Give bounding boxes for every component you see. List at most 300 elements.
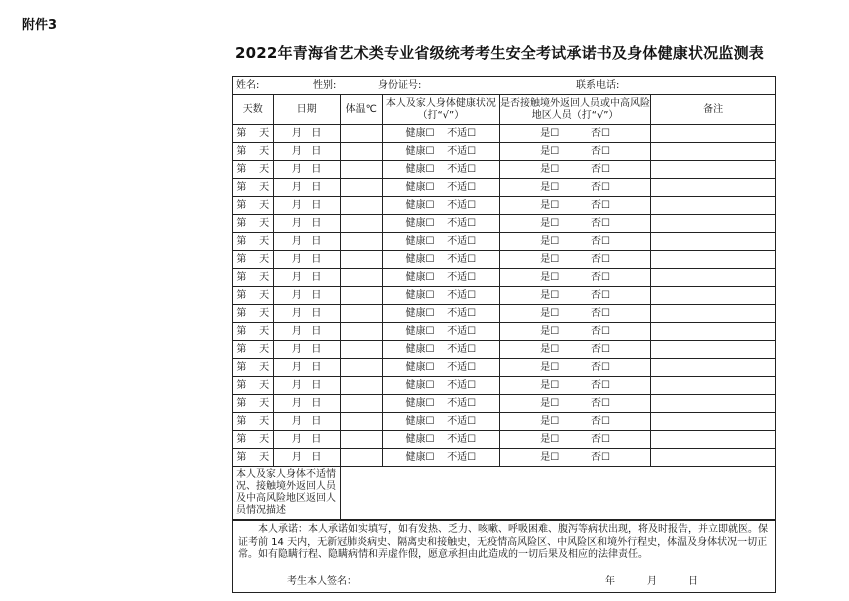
day-cell[interactable]: [233, 179, 273, 197]
month-label: 月: [291, 217, 302, 229]
day-label: 日: [311, 433, 322, 445]
day-suffix: 天: [259, 217, 270, 229]
date-cell[interactable]: [273, 395, 340, 413]
day-suffix: 天: [259, 307, 270, 319]
health-cell: [382, 449, 499, 467]
contact-no-checkbox[interactable]: 否☐: [590, 343, 610, 355]
table-row: [233, 305, 775, 323]
health-cell: [382, 341, 499, 359]
contact-yes-checkbox[interactable]: 是☐: [540, 199, 560, 211]
remark-cell[interactable]: [651, 215, 775, 233]
table-row: [233, 341, 775, 359]
health-cell: [382, 251, 499, 269]
unwell-checkbox[interactable]: 不适☐: [447, 253, 477, 265]
unwell-checkbox[interactable]: 不适☐: [447, 127, 477, 139]
health-cell: [382, 197, 499, 215]
unwell-checkbox[interactable]: 不适☐: [447, 181, 477, 193]
date-cell[interactable]: [273, 341, 340, 359]
healthy-checkbox[interactable]: 健康☐: [405, 379, 435, 391]
contact-cell: [499, 197, 650, 215]
unwell-checkbox[interactable]: 不适☐: [447, 361, 477, 373]
header-date: 日期: [273, 95, 340, 125]
contact-cell: [499, 233, 650, 251]
contact-cell: [499, 341, 650, 359]
day-cell[interactable]: [233, 251, 273, 269]
remark-cell[interactable]: [651, 197, 775, 215]
healthy-checkbox[interactable]: 健康☐: [405, 451, 435, 463]
id-field-label[interactable]: 身份证号:: [378, 80, 422, 91]
healthy-checkbox[interactable]: 健康☐: [405, 289, 435, 301]
month-label: 月: [291, 451, 302, 463]
healthy-checkbox[interactable]: 健康☐: [405, 235, 435, 247]
health-cell: [382, 413, 499, 431]
document-title: [0, 42, 849, 63]
date-cell[interactable]: [273, 287, 340, 305]
table-row: [233, 287, 775, 305]
header-contact-text: 是否接触境外返回人员或中高风险地区人员（打“√”）: [500, 97, 651, 121]
day-prefix: 第: [236, 289, 247, 301]
pledge-text: 本人承诺：本人承诺如实填写，如有发热、乏力、咳嗽、呼吸困难、腹泻等病状出现，将及时报告，并立即就医。保证考前 14 天内，无新冠肺炎病史、隔离史和接触史，无疫情高风险区、中风险区和境外行程史，体温及身体状况一切正常。如有隐瞒行程、隐瞒病情和弄虚作假，愿意承担由此造成的一切后果及相应的法律责任。: [238, 524, 768, 560]
remark-cell[interactable]: [651, 341, 775, 359]
table-row: [233, 449, 775, 467]
document-title-text: 2022年青海省艺术类专业省级统考考生安全考试承诺书及身体健康状况监测表: [235, 44, 764, 62]
remark-cell[interactable]: [651, 143, 775, 161]
day-cell[interactable]: [233, 215, 273, 233]
contact-no-checkbox[interactable]: 否☐: [590, 217, 610, 229]
remark-cell[interactable]: [651, 431, 775, 449]
health-cell: [382, 143, 499, 161]
unwell-checkbox[interactable]: 不适☐: [447, 199, 477, 211]
day-suffix: 天: [259, 127, 270, 139]
contact-yes-checkbox[interactable]: 是☐: [540, 433, 560, 445]
unwell-checkbox[interactable]: 不适☐: [447, 217, 477, 229]
temperature-cell[interactable]: [340, 125, 382, 143]
day-cell[interactable]: [233, 197, 273, 215]
day-suffix: 天: [259, 289, 270, 301]
contact-no-checkbox[interactable]: 否☐: [590, 181, 610, 193]
contact-cell: [499, 125, 650, 143]
date-cell[interactable]: [273, 359, 340, 377]
temperature-cell[interactable]: [340, 143, 382, 161]
contact-no-checkbox[interactable]: 否☐: [590, 127, 610, 139]
day-label: 日: [311, 253, 322, 265]
gender-field-label[interactable]: 性别:: [313, 80, 337, 91]
day-prefix: 第: [236, 127, 247, 139]
contact-cell: [499, 215, 650, 233]
contact-yes-checkbox[interactable]: 是☐: [540, 361, 560, 373]
day-prefix: 第: [236, 379, 247, 391]
unwell-checkbox[interactable]: 不适☐: [447, 235, 477, 247]
day-suffix: 天: [259, 379, 270, 391]
unwell-checkbox[interactable]: 不适☐: [447, 397, 477, 409]
temperature-cell[interactable]: [340, 269, 382, 287]
contact-cell: [499, 269, 650, 287]
date-cell[interactable]: [273, 251, 340, 269]
day-cell[interactable]: [233, 449, 273, 467]
healthy-checkbox[interactable]: 健康☐: [405, 253, 435, 265]
day-suffix: 天: [259, 199, 270, 211]
remark-cell[interactable]: [651, 269, 775, 287]
contact-no-checkbox[interactable]: 否☐: [590, 163, 610, 175]
month-label: 月: [291, 433, 302, 445]
health-cell: [382, 323, 499, 341]
contact-no-checkbox[interactable]: 否☐: [590, 325, 610, 337]
unwell-checkbox[interactable]: 不适☐: [447, 163, 477, 175]
day-suffix: 天: [259, 235, 270, 247]
contact-no-checkbox[interactable]: 否☐: [590, 145, 610, 157]
date-cell[interactable]: [273, 233, 340, 251]
day-label: 日: [311, 289, 322, 301]
unwell-checkbox[interactable]: 不适☐: [447, 325, 477, 337]
contact-yes-checkbox[interactable]: 是☐: [540, 397, 560, 409]
day-prefix: 第: [236, 397, 247, 409]
table-row: [233, 143, 775, 161]
contact-yes-checkbox[interactable]: 是☐: [540, 235, 560, 247]
day-label: 日: [311, 199, 322, 211]
month-label: 月: [291, 253, 302, 265]
contact-cell: [499, 359, 650, 377]
date-cell[interactable]: [273, 431, 340, 449]
contact-no-checkbox[interactable]: 否☐: [590, 271, 610, 283]
table-row: [233, 395, 775, 413]
health-cell: [382, 305, 499, 323]
contact-no-checkbox[interactable]: 否☐: [590, 289, 610, 301]
table-row: [233, 215, 775, 233]
day-prefix: 第: [236, 145, 247, 157]
contact-cell: [499, 431, 650, 449]
signature-label[interactable]: 考生本人签名：: [287, 576, 357, 587]
date-cell[interactable]: [273, 413, 340, 431]
temperature-cell[interactable]: [340, 233, 382, 251]
remark-cell[interactable]: [651, 251, 775, 269]
day-label: 日: [311, 127, 322, 139]
description-label: 本人及家人身体不适情况、接触境外返回人员及中高风险地区返回人员情况描述: [233, 467, 340, 520]
phone-field-label[interactable]: 联系电话:: [576, 80, 620, 91]
remark-cell[interactable]: [651, 179, 775, 197]
header-day: 天数: [233, 95, 273, 125]
table-row: [233, 251, 775, 269]
table-row: [233, 377, 775, 395]
unwell-checkbox[interactable]: 不适☐: [447, 271, 477, 283]
day-prefix: 第: [236, 253, 247, 265]
day-cell[interactable]: [233, 269, 273, 287]
table-row: [233, 161, 775, 179]
contact-yes-checkbox[interactable]: 是☐: [540, 379, 560, 391]
month-label: 月: [291, 181, 302, 193]
date-cell[interactable]: [273, 215, 340, 233]
table-row: [233, 359, 775, 377]
contact-no-checkbox[interactable]: 否☐: [590, 235, 610, 247]
day-prefix: 第: [236, 235, 247, 247]
temperature-cell[interactable]: [340, 161, 382, 179]
unwell-checkbox[interactable]: 不适☐: [447, 145, 477, 157]
date-cell[interactable]: [273, 305, 340, 323]
unwell-checkbox[interactable]: 不适☐: [447, 451, 477, 463]
day-prefix: 第: [236, 163, 247, 175]
table-row: [233, 197, 775, 215]
temperature-cell[interactable]: [340, 251, 382, 269]
temperature-cell[interactable]: [340, 323, 382, 341]
contact-no-checkbox[interactable]: 否☐: [590, 253, 610, 265]
day-cell[interactable]: [233, 413, 273, 431]
healthy-checkbox[interactable]: 健康☐: [405, 325, 435, 337]
day-label: 日: [311, 163, 322, 175]
day-label: 日: [311, 217, 322, 229]
contact-yes-checkbox[interactable]: 是☐: [540, 325, 560, 337]
contact-no-checkbox[interactable]: 否☐: [590, 307, 610, 319]
unwell-checkbox[interactable]: 不适☐: [447, 307, 477, 319]
contact-cell: [499, 179, 650, 197]
date-cell[interactable]: [273, 377, 340, 395]
day-prefix: 第: [236, 433, 247, 445]
day-suffix: 天: [259, 451, 270, 463]
day-cell[interactable]: [233, 143, 273, 161]
contact-no-checkbox[interactable]: 否☐: [590, 397, 610, 409]
remark-cell[interactable]: [651, 377, 775, 395]
day-label: 日: [311, 235, 322, 247]
day-suffix: 天: [259, 415, 270, 427]
day-cell[interactable]: [233, 341, 273, 359]
signature-month: 月: [647, 576, 657, 587]
health-cell: [382, 125, 499, 143]
contact-no-checkbox[interactable]: 否☐: [590, 451, 610, 463]
contact-no-checkbox[interactable]: 否☐: [590, 199, 610, 211]
contact-yes-checkbox[interactable]: 是☐: [540, 271, 560, 283]
month-label: 月: [291, 343, 302, 355]
temperature-cell[interactable]: [340, 215, 382, 233]
day-prefix: 第: [236, 271, 247, 283]
temperature-cell[interactable]: [340, 377, 382, 395]
health-cell: [382, 161, 499, 179]
healthy-checkbox[interactable]: 健康☐: [405, 433, 435, 445]
remark-cell[interactable]: [651, 305, 775, 323]
temperature-cell[interactable]: [340, 341, 382, 359]
health-cell: [382, 269, 499, 287]
table-row: [233, 125, 775, 143]
day-suffix: 天: [259, 181, 270, 193]
day-cell[interactable]: [233, 161, 273, 179]
day-cell[interactable]: [233, 377, 273, 395]
month-label: 月: [291, 379, 302, 391]
day-prefix: 第: [236, 361, 247, 373]
contact-no-checkbox[interactable]: 否☐: [590, 433, 610, 445]
healthy-checkbox[interactable]: 健康☐: [405, 145, 435, 157]
month-label: 月: [291, 163, 302, 175]
contact-yes-checkbox[interactable]: 是☐: [540, 307, 560, 319]
month-label: 月: [291, 127, 302, 139]
contact-cell: [499, 449, 650, 467]
contact-cell: [499, 305, 650, 323]
date-cell[interactable]: [273, 449, 340, 467]
monitoring-form: [232, 76, 776, 593]
header-temperature: 体温℃: [340, 95, 382, 125]
healthy-checkbox[interactable]: 健康☐: [405, 271, 435, 283]
date-cell[interactable]: [273, 323, 340, 341]
health-cell: [382, 395, 499, 413]
day-label: 日: [311, 181, 322, 193]
remark-cell[interactable]: [651, 161, 775, 179]
date-cell[interactable]: [273, 161, 340, 179]
day-cell[interactable]: [233, 431, 273, 449]
day-cell[interactable]: [233, 233, 273, 251]
day-label: 日: [311, 307, 322, 319]
signature-day: 日: [688, 576, 698, 587]
daily-monitoring-table: [233, 95, 775, 520]
healthy-checkbox[interactable]: 健康☐: [405, 343, 435, 355]
date-cell[interactable]: [273, 197, 340, 215]
date-cell[interactable]: [273, 125, 340, 143]
month-label: 月: [291, 307, 302, 319]
contact-yes-checkbox[interactable]: 是☐: [540, 289, 560, 301]
day-prefix: 第: [236, 181, 247, 193]
health-cell: [382, 287, 499, 305]
healthy-checkbox[interactable]: 健康☐: [405, 397, 435, 409]
header-remark: 备注: [651, 95, 775, 125]
healthy-checkbox[interactable]: 健康☐: [405, 127, 435, 139]
signature-line: [233, 576, 775, 589]
table-row: [233, 269, 775, 287]
contact-no-checkbox[interactable]: 否☐: [590, 379, 610, 391]
header-health-status: [382, 95, 499, 125]
contact-yes-checkbox[interactable]: 是☐: [540, 451, 560, 463]
attachment-label: 附件3: [22, 18, 58, 33]
remark-cell[interactable]: [651, 323, 775, 341]
month-label: 月: [291, 145, 302, 157]
day-suffix: 天: [259, 163, 270, 175]
description-row: [233, 467, 775, 520]
date-cell[interactable]: [273, 179, 340, 197]
contact-yes-checkbox[interactable]: 是☐: [540, 181, 560, 193]
day-prefix: 第: [236, 451, 247, 463]
day-cell[interactable]: [233, 323, 273, 341]
unwell-checkbox[interactable]: 不适☐: [447, 415, 477, 427]
unwell-checkbox[interactable]: 不适☐: [447, 433, 477, 445]
contact-cell: [499, 251, 650, 269]
table-row: [233, 179, 775, 197]
unwell-checkbox[interactable]: 不适☐: [447, 343, 477, 355]
day-prefix: 第: [236, 199, 247, 211]
name-field-label[interactable]: 姓名:: [236, 80, 260, 91]
day-label: 日: [311, 271, 322, 283]
temperature-cell[interactable]: [340, 449, 382, 467]
health-cell: [382, 179, 499, 197]
header-contact-status: [499, 95, 650, 125]
day-label: 日: [311, 415, 322, 427]
table-header-row: [233, 95, 775, 125]
table-row: [233, 323, 775, 341]
contact-yes-checkbox[interactable]: 是☐: [540, 127, 560, 139]
temperature-cell[interactable]: [340, 197, 382, 215]
day-cell[interactable]: [233, 359, 273, 377]
temperature-cell[interactable]: [340, 287, 382, 305]
contact-yes-checkbox[interactable]: 是☐: [540, 343, 560, 355]
remark-cell[interactable]: [651, 233, 775, 251]
healthy-checkbox[interactable]: 健康☐: [405, 361, 435, 373]
remark-cell[interactable]: [651, 125, 775, 143]
day-suffix: 天: [259, 343, 270, 355]
day-suffix: 天: [259, 325, 270, 337]
day-cell[interactable]: [233, 305, 273, 323]
month-label: 月: [291, 325, 302, 337]
day-label: 日: [311, 325, 322, 337]
health-cell: [382, 233, 499, 251]
remark-cell[interactable]: [651, 449, 775, 467]
temperature-cell[interactable]: [340, 305, 382, 323]
healthy-checkbox[interactable]: 健康☐: [405, 307, 435, 319]
unwell-checkbox[interactable]: 不适☐: [447, 379, 477, 391]
day-label: 日: [311, 397, 322, 409]
healthy-checkbox[interactable]: 健康☐: [405, 199, 435, 211]
temperature-cell[interactable]: [340, 413, 382, 431]
pledge-section: [233, 520, 775, 592]
contact-yes-checkbox[interactable]: 是☐: [540, 145, 560, 157]
date-cell[interactable]: [273, 269, 340, 287]
contact-cell: [499, 143, 650, 161]
table-row: [233, 413, 775, 431]
healthy-checkbox[interactable]: 健康☐: [405, 163, 435, 175]
month-label: 月: [291, 415, 302, 427]
health-cell: [382, 377, 499, 395]
description-input[interactable]: [340, 467, 775, 520]
health-cell: [382, 215, 499, 233]
contact-cell: [499, 161, 650, 179]
healthy-checkbox[interactable]: 健康☐: [405, 181, 435, 193]
temperature-cell[interactable]: [340, 179, 382, 197]
contact-yes-checkbox[interactable]: 是☐: [540, 163, 560, 175]
day-cell[interactable]: [233, 287, 273, 305]
header-health-text: 本人及家人身体健康状况（打“√”）: [385, 97, 496, 121]
day-suffix: 天: [259, 145, 270, 157]
month-label: 月: [291, 289, 302, 301]
day-cell[interactable]: [233, 395, 273, 413]
month-label: 月: [291, 361, 302, 373]
table-row: [233, 431, 775, 449]
contact-no-checkbox[interactable]: 否☐: [590, 361, 610, 373]
temperature-cell[interactable]: [340, 395, 382, 413]
contact-yes-checkbox[interactable]: 是☐: [540, 253, 560, 265]
day-label: 日: [311, 451, 322, 463]
personal-info-line: [233, 77, 775, 95]
remark-cell[interactable]: [651, 287, 775, 305]
day-suffix: 天: [259, 271, 270, 283]
unwell-checkbox[interactable]: 不适☐: [447, 289, 477, 301]
remark-cell[interactable]: [651, 395, 775, 413]
day-prefix: 第: [236, 325, 247, 337]
healthy-checkbox[interactable]: 健康☐: [405, 415, 435, 427]
month-label: 月: [291, 271, 302, 283]
healthy-checkbox[interactable]: 健康☐: [405, 217, 435, 229]
date-cell[interactable]: [273, 143, 340, 161]
contact-cell: [499, 377, 650, 395]
month-label: 月: [291, 235, 302, 247]
remark-cell[interactable]: [651, 413, 775, 431]
contact-cell: [499, 413, 650, 431]
remark-cell[interactable]: [651, 359, 775, 377]
day-prefix: 第: [236, 217, 247, 229]
day-cell[interactable]: [233, 125, 273, 143]
month-label: 月: [291, 397, 302, 409]
day-prefix: 第: [236, 415, 247, 427]
temperature-cell[interactable]: [340, 431, 382, 449]
health-cell: [382, 431, 499, 449]
contact-yes-checkbox[interactable]: 是☐: [540, 415, 560, 427]
day-prefix: 第: [236, 343, 247, 355]
contact-no-checkbox[interactable]: 否☐: [590, 415, 610, 427]
contact-yes-checkbox[interactable]: 是☐: [540, 217, 560, 229]
day-suffix: 天: [259, 361, 270, 373]
temperature-cell[interactable]: [340, 359, 382, 377]
day-label: 日: [311, 145, 322, 157]
